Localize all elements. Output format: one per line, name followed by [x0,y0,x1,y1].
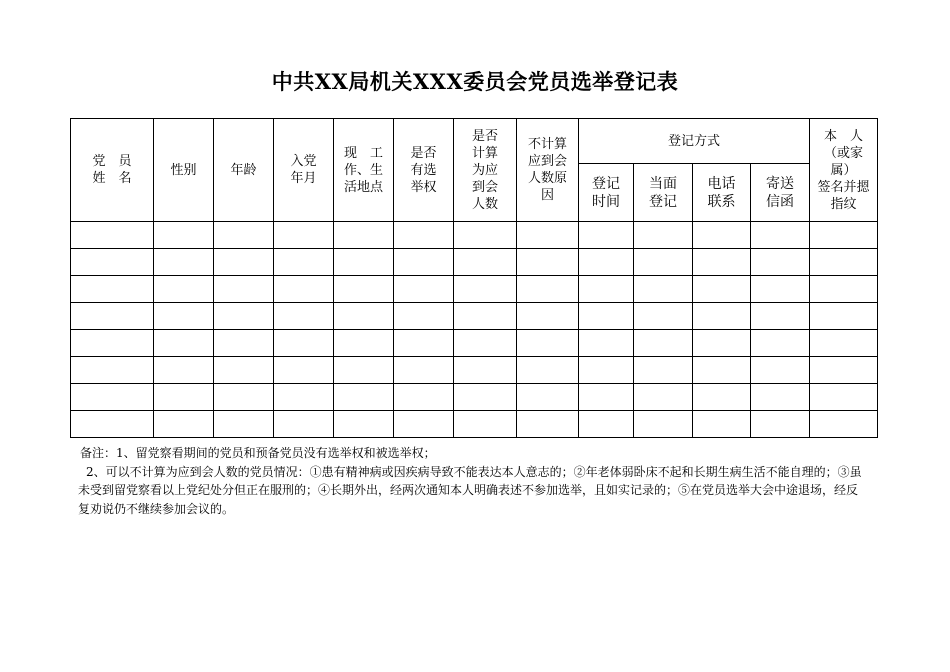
table-cell[interactable] [154,276,214,303]
table-row [71,357,878,384]
table-cell[interactable] [154,357,214,384]
header-registration-method: 登记方式 [579,119,810,164]
header-counted: 是否 计算 为应 到会 人数 [454,119,517,222]
table-cell[interactable] [274,411,334,438]
form-title: 中共XX局机关XXX委员会党员选举登记表 [271,69,679,94]
table-cell[interactable] [634,357,693,384]
table-cell[interactable] [394,303,454,330]
table-cell[interactable] [693,276,751,303]
table-cell[interactable] [454,411,517,438]
table-cell[interactable] [517,411,579,438]
table-cell[interactable] [810,276,878,303]
table-cell[interactable] [634,276,693,303]
table-cell[interactable] [274,384,334,411]
table-cell[interactable] [579,330,634,357]
table-cell[interactable] [517,303,579,330]
table-cell[interactable] [71,303,154,330]
table-cell[interactable] [214,222,274,249]
table-cell[interactable] [454,384,517,411]
registration-table [70,118,878,438]
note-1: 备注：1、留党察看期间的党员和预备党员没有选举权和被选举权； [80,446,436,460]
table-cell[interactable] [71,384,154,411]
table-cell[interactable] [71,357,154,384]
table-cell[interactable] [154,303,214,330]
table-cell[interactable] [394,276,454,303]
table-cell[interactable] [274,330,334,357]
table-cell[interactable] [634,303,693,330]
table-cell[interactable] [334,249,394,276]
table-cell[interactable] [693,222,751,249]
table-cell[interactable] [274,222,334,249]
table-cell[interactable] [751,330,810,357]
table-cell[interactable] [394,384,454,411]
table-cell[interactable] [517,276,579,303]
table-cell[interactable] [634,411,693,438]
table-cell[interactable] [154,222,214,249]
table-cell[interactable] [634,222,693,249]
header-not-counted-reason: 不计算 应到会 人数原 因 [517,119,579,222]
table-cell[interactable] [751,357,810,384]
table-cell[interactable] [154,384,214,411]
table-cell[interactable] [579,411,634,438]
table-cell[interactable] [579,249,634,276]
table-cell[interactable] [394,411,454,438]
table-cell[interactable] [693,330,751,357]
table-cell[interactable] [71,411,154,438]
table-cell[interactable] [810,249,878,276]
table-cell[interactable] [334,222,394,249]
table-cell[interactable] [517,249,579,276]
table-cell[interactable] [71,249,154,276]
table-cell[interactable] [334,384,394,411]
header-member-name: 党 员 姓 名 [71,119,154,222]
table-cell[interactable] [334,411,394,438]
table-cell[interactable] [454,249,517,276]
table-cell[interactable] [751,276,810,303]
table-row [71,303,878,330]
table-cell[interactable] [334,357,394,384]
table-cell[interactable] [274,357,334,384]
header-phone-contact: 电话 联系 [693,164,751,222]
table-cell[interactable] [693,249,751,276]
table-cell[interactable] [810,411,878,438]
header-in-person: 当面 登记 [634,164,693,222]
table-cell[interactable] [154,249,214,276]
table-cell[interactable] [454,330,517,357]
table-cell[interactable] [454,357,517,384]
table-row [71,411,878,438]
table-cell[interactable] [810,357,878,384]
header-gender: 性别 [154,119,214,222]
notes [78,444,868,518]
table-row [71,330,878,357]
table-cell[interactable] [214,276,274,303]
table-cell[interactable] [154,330,214,357]
table-row [71,222,878,249]
table-cell[interactable] [634,249,693,276]
table-cell[interactable] [71,276,154,303]
table-cell[interactable] [517,330,579,357]
table-cell[interactable] [634,330,693,357]
table-cell[interactable] [334,330,394,357]
table-cell[interactable] [214,384,274,411]
table-cell[interactable] [693,384,751,411]
table-cell[interactable] [214,330,274,357]
table-cell[interactable] [394,357,454,384]
table-cell[interactable] [334,303,394,330]
table-cell[interactable] [454,303,517,330]
table-cell[interactable] [810,384,878,411]
table-cell[interactable] [634,384,693,411]
header-age: 年龄 [214,119,274,222]
table-cell[interactable] [517,384,579,411]
table-cell[interactable] [751,411,810,438]
table-cell[interactable] [693,411,751,438]
table-cell[interactable] [214,357,274,384]
header-signature: 本 人 （或家 属） 签名并摁 指纹 [810,119,878,222]
header-join-date: 入党 年月 [274,119,334,222]
table-cell[interactable] [394,249,454,276]
table-cell[interactable] [274,276,334,303]
table-cell[interactable] [274,303,334,330]
table-cell[interactable] [810,222,878,249]
table-cell[interactable] [214,249,274,276]
table-cell[interactable] [517,357,579,384]
table-cell[interactable] [579,357,634,384]
table-cell[interactable] [579,384,634,411]
header-voting-right: 是否 有选 举权 [394,119,454,222]
table-cell[interactable] [810,330,878,357]
table-cell[interactable] [751,384,810,411]
table-cell[interactable] [454,276,517,303]
table-row [71,384,878,411]
table-cell[interactable] [214,303,274,330]
table-cell[interactable] [334,276,394,303]
header-registration-time: 登记 时间 [579,164,634,222]
table-cell[interactable] [71,330,154,357]
header-location: 现 工 作、生 活地点 [334,119,394,222]
table-cell[interactable] [394,222,454,249]
note-2: 2、可以不计算为应到会人数的党员情况：①患有精神病或因疾病导致不能表达本人意志的；②年老体弱卧床不起和长期生病生活不能自理的；③虽未受到留党察看以上党纪处分但正在服刑的；④长期外出，经两次通知本人明确表述不参加选举，且如实记录的；⑤在党员选举大会中途退场，经反复劝说仍不继续参加会议的。 [78,464,862,516]
header-mail-letter: 寄送 信函 [751,164,810,222]
table-cell[interactable] [693,303,751,330]
table-row [71,249,878,276]
table-cell[interactable] [154,411,214,438]
table-cell[interactable] [693,357,751,384]
table-cell[interactable] [71,222,154,249]
table-row [71,276,878,303]
table-cell[interactable] [810,303,878,330]
table-cell[interactable] [751,303,810,330]
table-cell[interactable] [394,330,454,357]
table-cell[interactable] [454,222,517,249]
table-cell[interactable] [579,222,634,249]
table-cell[interactable] [579,303,634,330]
header-row-1 [71,119,878,164]
table-cell[interactable] [517,222,579,249]
table-cell[interactable] [751,249,810,276]
table-cell[interactable] [579,276,634,303]
table-cell[interactable] [274,249,334,276]
table-cell[interactable] [751,222,810,249]
table-cell[interactable] [214,411,274,438]
